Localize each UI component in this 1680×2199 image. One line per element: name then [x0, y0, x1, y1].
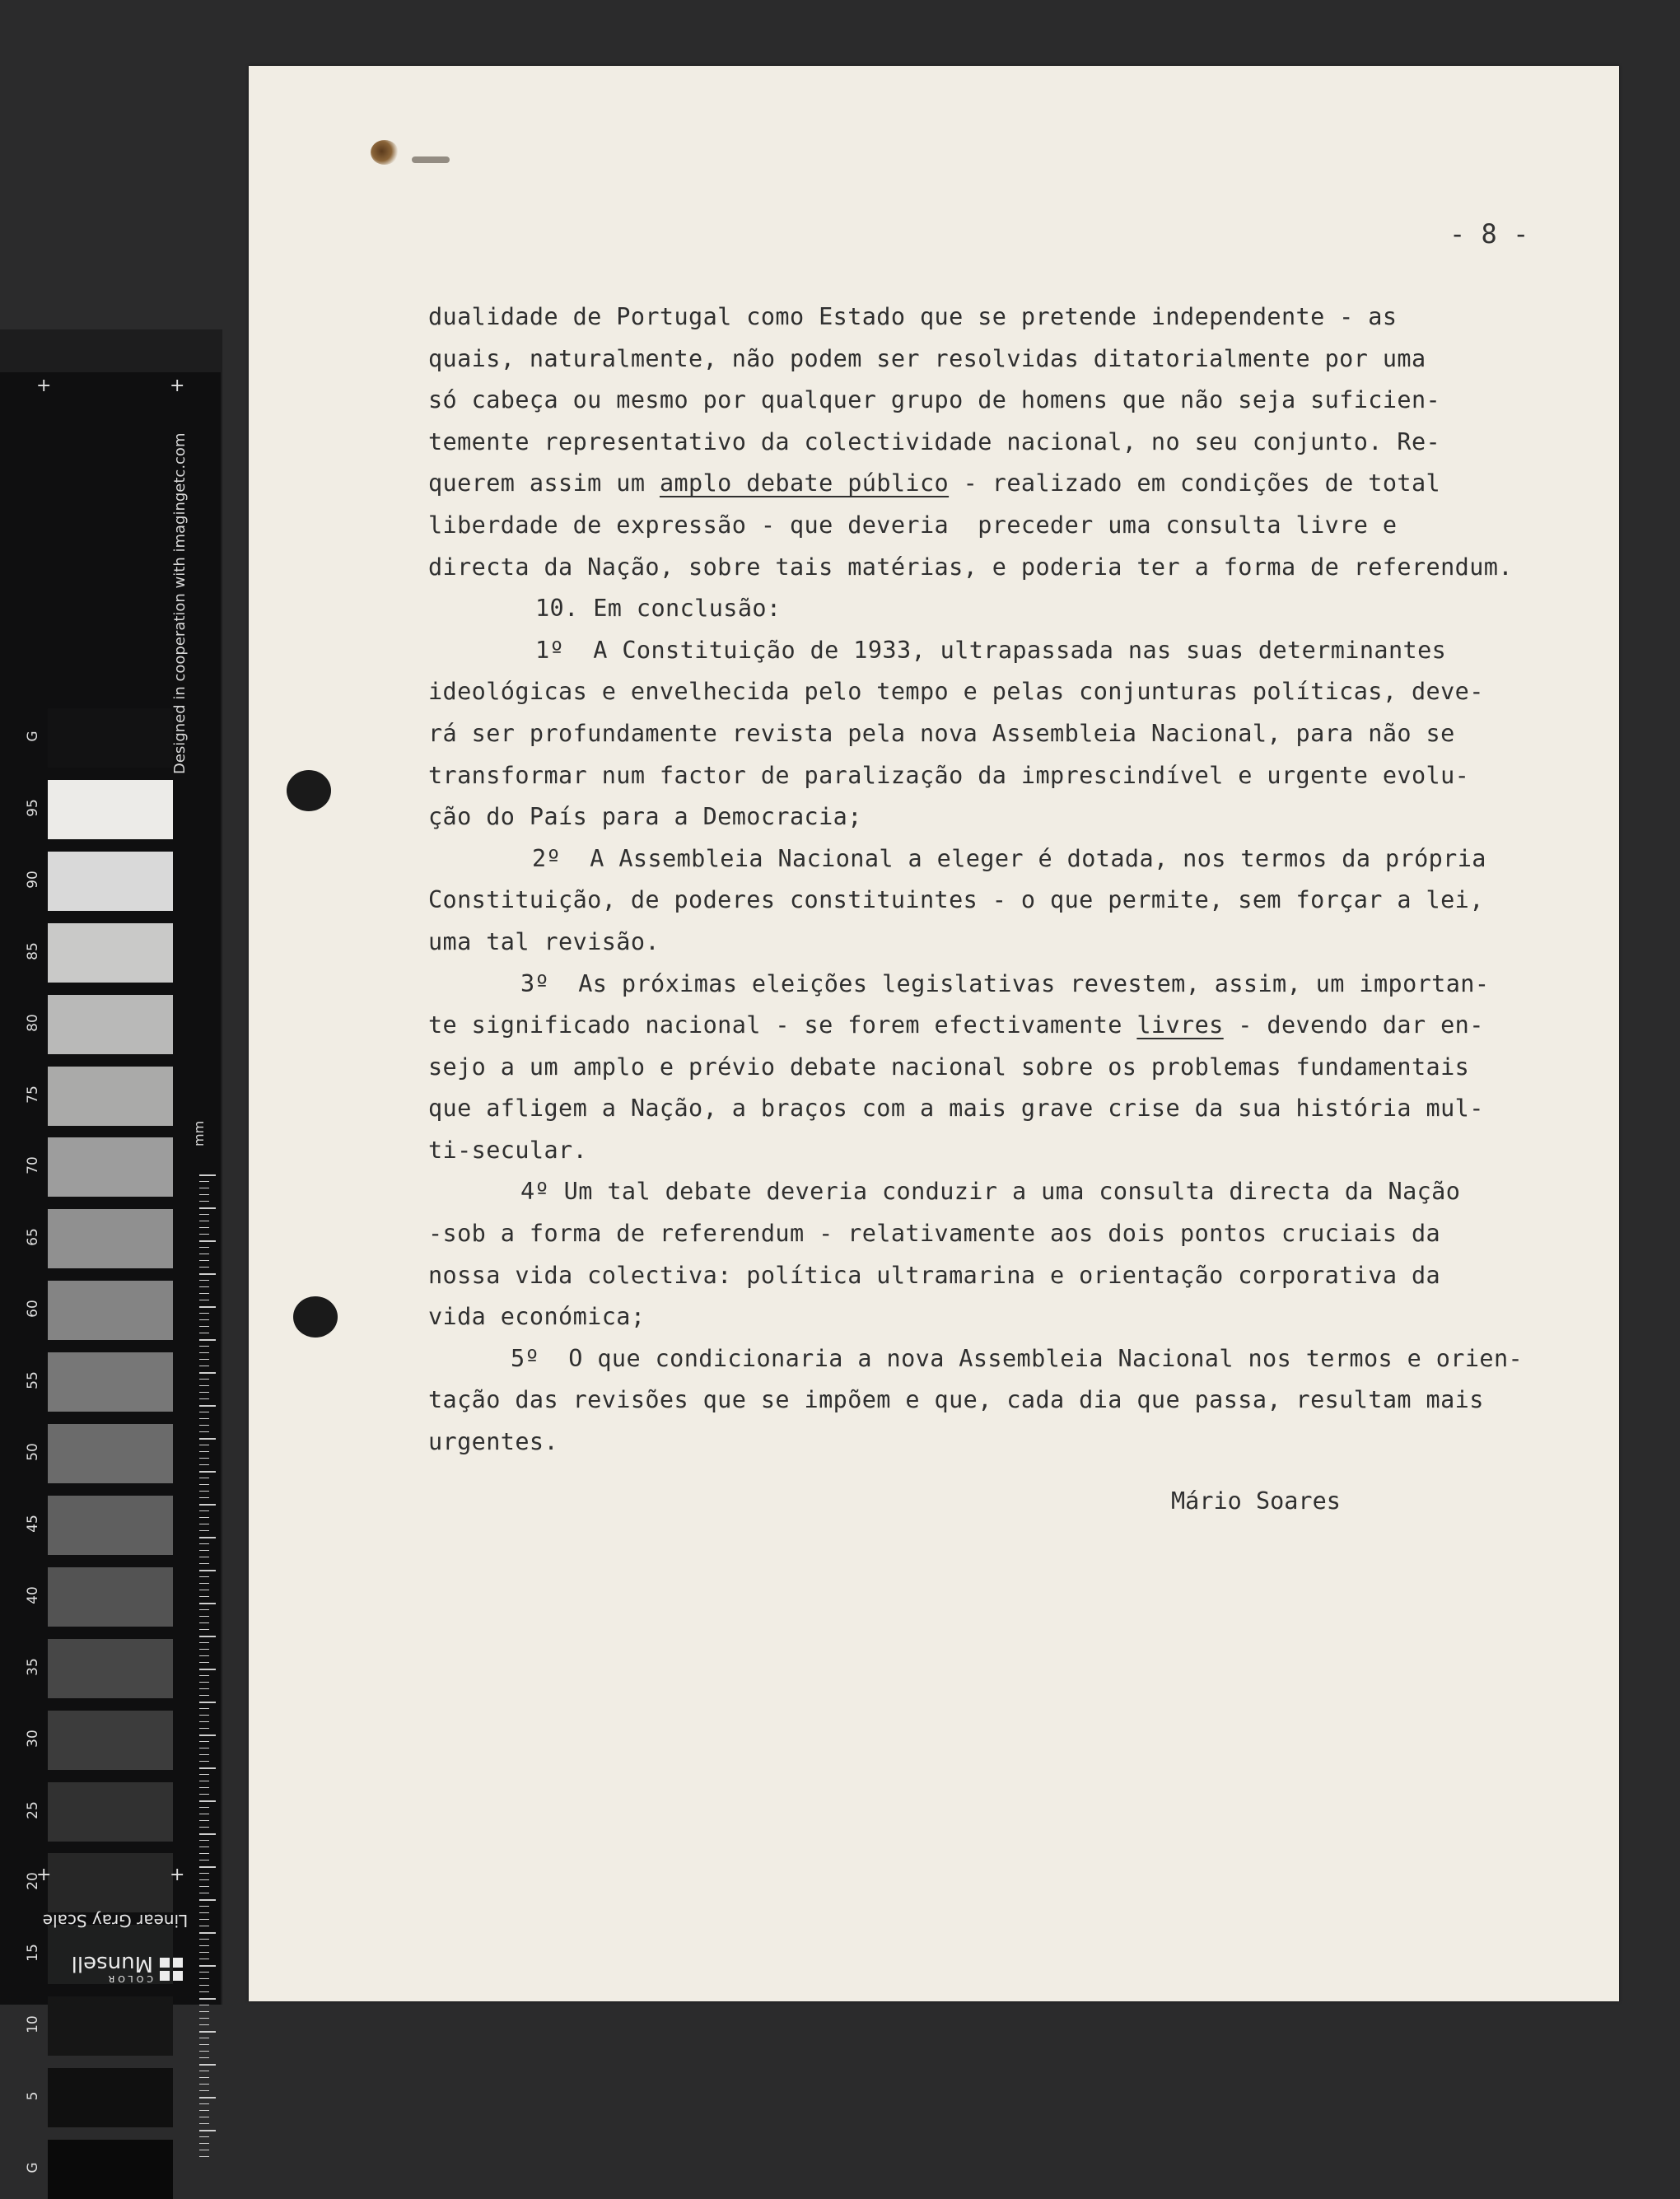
- munsell-logo-icon: [158, 1956, 183, 1981]
- text-line: [428, 1130, 1565, 1172]
- text-run: - realizado em condições de total: [949, 469, 1441, 497]
- text-line: [428, 1005, 1565, 1047]
- swatch-label: 35: [25, 1657, 41, 1676]
- card-credit-text: Designed in cooperation with imagingetc.com: [171, 432, 189, 774]
- gray-swatch: [48, 1209, 173, 1268]
- swatch-label: 75: [25, 1085, 41, 1104]
- text-line: [428, 796, 1565, 838]
- text-run: sejo a um amplo e prévio debate nacional sobre os problemas fundamentais: [428, 1053, 1470, 1081]
- swatch-label: 50: [25, 1443, 41, 1461]
- text-line: [428, 713, 1565, 755]
- text-run: quais, naturalmente, não podem ser resolvidas ditatorialmente por uma: [428, 344, 1426, 372]
- text-run: dualidade de Portugal como Estado que se pretende independente - as: [428, 303, 1398, 330]
- underlined-text: livres: [1136, 1011, 1224, 1039]
- gray-swatch: [48, 1496, 173, 1555]
- punch-hole: [287, 770, 331, 811]
- text-line: [428, 922, 1565, 964]
- text-line: [428, 1338, 1565, 1380]
- gray-swatch: [48, 1996, 173, 2056]
- swatch-label: 85: [25, 941, 41, 960]
- gray-swatch: [48, 1424, 173, 1483]
- swatch-label: 80: [25, 1013, 41, 1032]
- text-line: [428, 463, 1565, 505]
- gray-swatch: [48, 1137, 173, 1197]
- swatch-label: G: [25, 2162, 41, 2173]
- text-run: urgentes.: [428, 1428, 559, 1456]
- gray-scale-title: Linear Gray Scale: [42, 1911, 189, 1931]
- ruler-major-ticks: [199, 1174, 216, 2161]
- text-line: [428, 547, 1565, 589]
- signature: Mário Soares: [1171, 1487, 1341, 1515]
- text-run: nossa vida colectiva: política ultramarina e orientação corporativa da: [428, 1261, 1441, 1289]
- text-line: [428, 422, 1565, 464]
- text-line: [428, 1422, 1565, 1464]
- gray-swatch: [48, 780, 173, 839]
- text-line: [428, 1088, 1565, 1130]
- page-number: - 8 -: [1449, 218, 1529, 250]
- gray-swatch: [48, 1853, 173, 1912]
- gray-swatch: [48, 1639, 173, 1698]
- text-run: tação das revisões que se impõem e que, cada dia que passa, resultam mais: [428, 1386, 1484, 1414]
- text-run: querem assim um: [428, 469, 660, 497]
- text-line: [428, 338, 1565, 381]
- gray-swatch: [48, 1782, 173, 1842]
- swatch-label: 95: [25, 799, 41, 817]
- gray-swatch: [48, 995, 173, 1054]
- text-line: [428, 1171, 1565, 1213]
- text-run: só cabeça ou mesmo por qualquer grupo de homens que não seja suficien-: [428, 386, 1441, 414]
- swatch-label: 30: [25, 1729, 41, 1748]
- gray-swatch: [48, 2068, 173, 2127]
- swatch-label: 90: [25, 870, 41, 889]
- text-line: [428, 964, 1565, 1006]
- text-line: [428, 296, 1565, 338]
- gray-swatch: [48, 923, 173, 983]
- text-run: rá ser profundamente revista pela nova Assembleia Nacional, para não se: [428, 719, 1455, 747]
- punch-hole: [293, 1296, 338, 1338]
- text-run: liberdade de expressão - que deveria preceder uma consulta livre e: [428, 511, 1398, 539]
- swatch-label: 25: [25, 1800, 41, 1819]
- swatch-label: 70: [25, 1156, 41, 1175]
- text-line: [428, 1255, 1565, 1297]
- text-run: vida económica;: [428, 1303, 646, 1331]
- swatch-label: G: [25, 731, 41, 742]
- text-line: [428, 1213, 1565, 1255]
- text-run: 10. Em conclusão:: [535, 595, 782, 623]
- gray-scale-card: [0, 329, 222, 2173]
- text-line: [428, 880, 1565, 922]
- text-line: [428, 755, 1565, 797]
- ink-smudge: [412, 156, 450, 163]
- gray-swatch: [48, 2140, 173, 2199]
- text-run: 5º O que condicionaria a nova Assembleia Nacional nos termos e orien-: [511, 1344, 1524, 1372]
- text-run: - devendo dar en-: [1223, 1011, 1484, 1039]
- text-run: ção do País para a Democracia;: [428, 803, 862, 831]
- text-run: 4º Um tal debate deveria conduzir a uma consulta directa da Nação: [520, 1178, 1461, 1206]
- underlined-text: amplo debate público: [659, 469, 950, 497]
- text-run: 3º As próximas eleições legislativas revestem, assim, um importan-: [520, 969, 1490, 997]
- text-line: [428, 588, 1565, 630]
- gray-swatch: [48, 1711, 173, 1770]
- gray-swatch: [48, 1567, 173, 1627]
- text-run: Constituição, de poderes constituintes - o que permite, sem forçar a lei,: [428, 886, 1484, 914]
- text-run: directa da Nação, sobre tais matérias, e poderia ter a forma de referendum.: [428, 553, 1513, 581]
- swatch-label: 20: [25, 1872, 41, 1891]
- text-run: transformar num factor de paralização da imprescindível e urgente evolu-: [428, 761, 1470, 789]
- brand-name: Munsell: [71, 1951, 153, 1977]
- munsell-brand: [51, 1950, 183, 1987]
- text-run: te significado nacional - se forem efectivamente: [428, 1011, 1137, 1039]
- text-run: 1º A Constituição de 1933, ultrapassada nas suas determinantes: [535, 636, 1447, 664]
- registration-mark-icon: +: [36, 1865, 52, 1885]
- gray-swatch: [48, 1352, 173, 1412]
- gray-swatch: [48, 852, 173, 911]
- text-run: temente representativo da colectividade nacional, no seu conjunto. Re-: [428, 427, 1441, 455]
- swatch-label: 55: [25, 1371, 41, 1389]
- registration-mark-icon: +: [170, 376, 185, 396]
- text-run: uma tal revisão.: [428, 927, 660, 955]
- text-line: [428, 1047, 1565, 1089]
- text-run: que afligem a Nação, a braços com a mais grave crise da sua história mul-: [428, 1095, 1484, 1123]
- text-line: [428, 671, 1565, 713]
- text-line: [428, 505, 1565, 547]
- swatch-label: 15: [25, 1944, 41, 1963]
- text-line: [428, 838, 1565, 880]
- text-line: [428, 1296, 1565, 1338]
- swatch-label: 40: [25, 1585, 41, 1604]
- text-run: ideológicas e envelhecida pelo tempo e pelas conjunturas políticas, deve-: [428, 678, 1484, 706]
- text-line: [428, 630, 1565, 672]
- text-run: 2º A Assembleia Nacional a eleger é dotada, nos termos da própria: [532, 844, 1486, 872]
- text-line: [428, 380, 1565, 422]
- stain-mark: [371, 140, 399, 165]
- swatch-label: 65: [25, 1228, 41, 1247]
- text-line: [428, 1380, 1565, 1422]
- swatch-label: 10: [25, 2015, 41, 2034]
- text-run: ti-secular.: [428, 1136, 588, 1164]
- swatch-label: 5: [25, 2091, 41, 2101]
- ruler-unit-label: mm: [191, 1120, 207, 1146]
- brand-sub: COLOR: [105, 1973, 153, 1985]
- gray-swatch: [48, 1281, 173, 1340]
- swatch-label: 45: [25, 1515, 41, 1533]
- gray-swatch: [48, 708, 173, 768]
- document-body: [428, 296, 1565, 1464]
- registration-mark-icon: +: [36, 376, 52, 396]
- text-run: -sob a forma de referendum - relativamente aos dois pontos cruciais da: [428, 1220, 1441, 1248]
- gray-swatch: [48, 1067, 173, 1126]
- registration-mark-icon: +: [170, 1865, 185, 1885]
- swatch-label: 60: [25, 1300, 41, 1319]
